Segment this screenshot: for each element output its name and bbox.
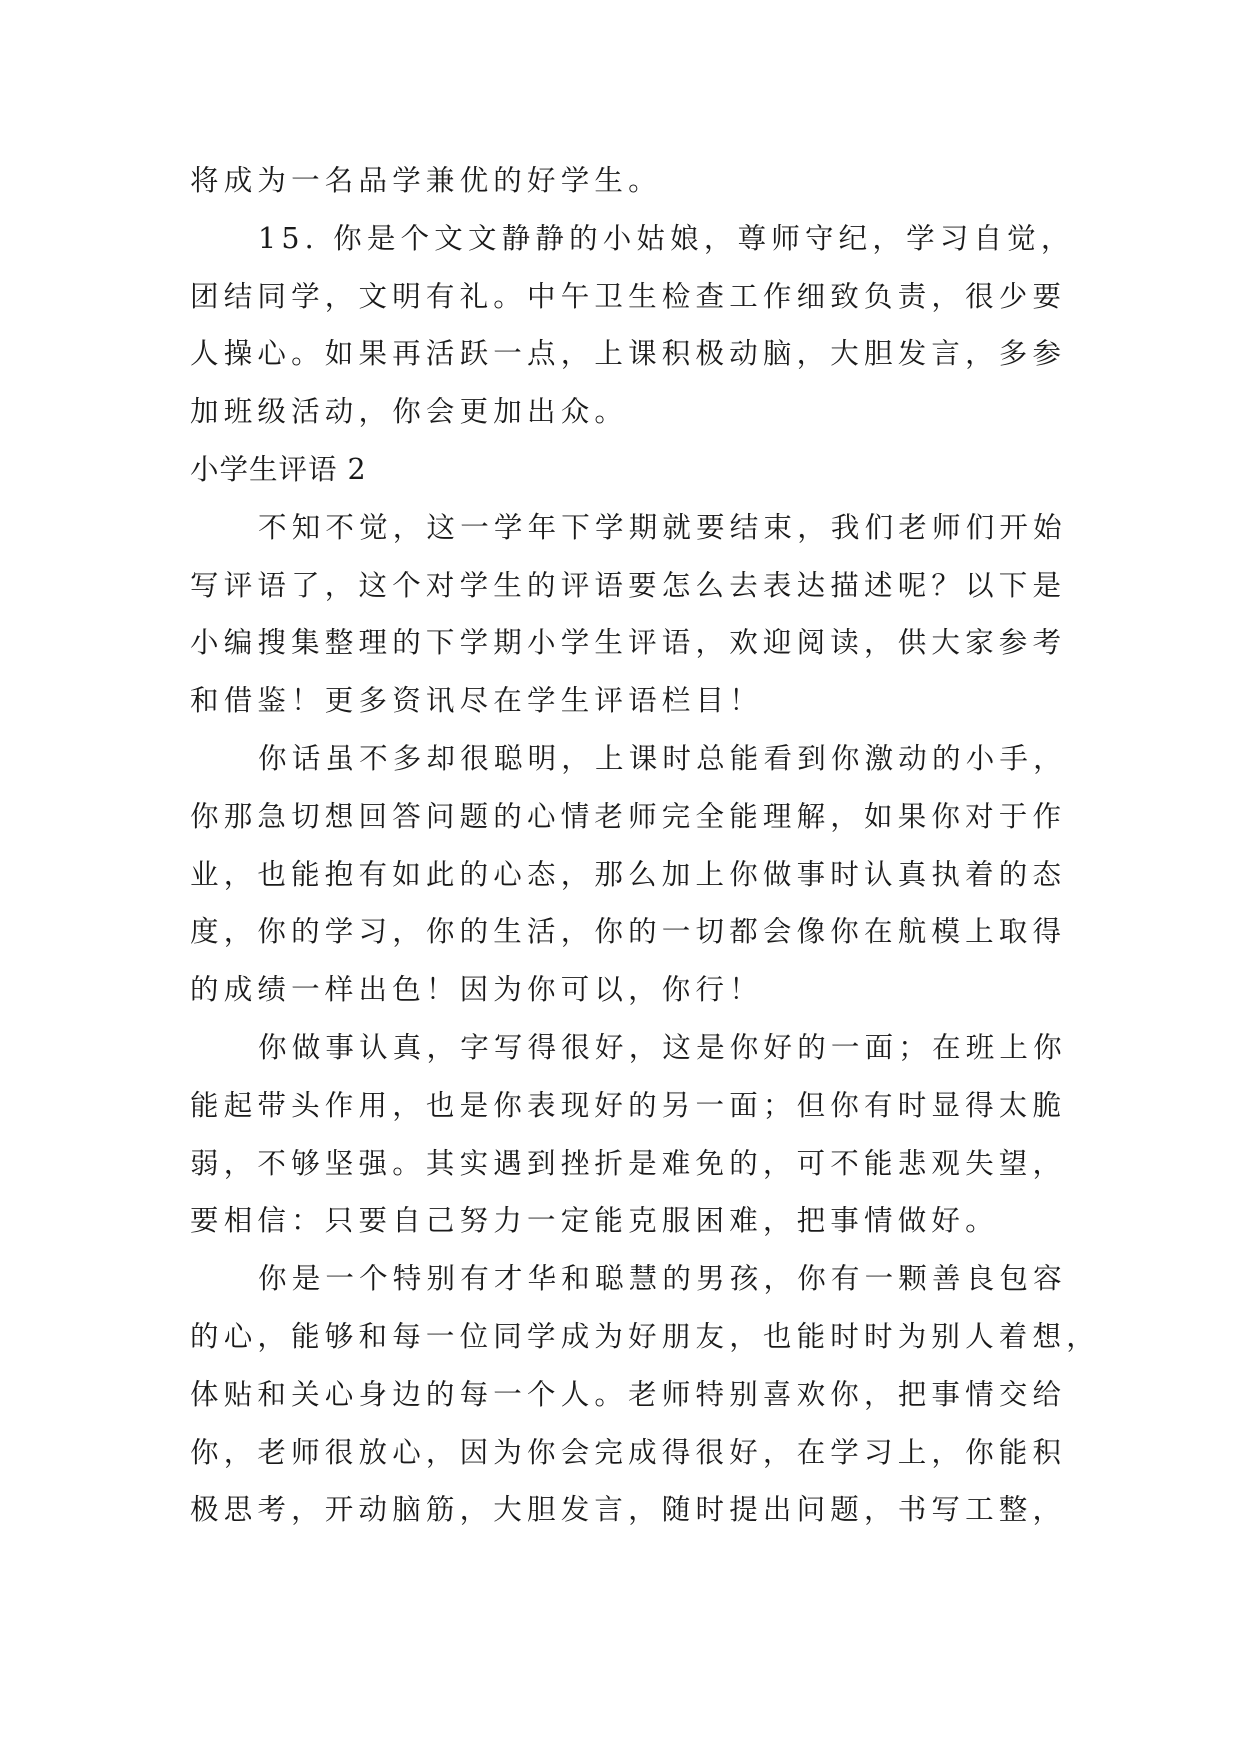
text-line: 将成为一名品学兼优的好学生。 [190, 164, 662, 197]
text-line: 能起带头作用，也是你表现好的另一面；但你有时显得太脆 [190, 1088, 1067, 1122]
text-line: 加班级活动，你会更加出众。 [190, 395, 629, 429]
text-line: 小编搜集整理的下学期小学生评语，欢迎阅读，供大家参考 [190, 626, 1067, 660]
text-line: 15. 你是个文文静静的小姑娘，尊师守纪，学习自觉， [258, 221, 1075, 255]
text-line: 你话虽不多却很聪明，上课时总能看到你激动的小手， [258, 741, 1067, 775]
text-line: 度，你的学习，你的生活，你的一切都会像你在航模上取得 [190, 915, 1067, 949]
text-line: 要相信：只要自己努力一定能克服困难，把事情做好。 [190, 1204, 999, 1238]
text-line: 你，老师很放心，因为你会完成得很好，在学习上，你能积 [190, 1435, 1067, 1469]
text-line: 的心，能够和每一位同学成为好朋友，也能时时为别人着想， [190, 1319, 1100, 1353]
text-line: 团结同学，文明有礼。中午卫生检查工作细致负责，很少要 [190, 279, 1067, 313]
text-line: 极思考，开动脑筋，大胆发言，随时提出问题，书写工整， [190, 1493, 1067, 1527]
text-line: 你是一个特别有才华和聪慧的男孩，你有一颗善良包容 [258, 1262, 1067, 1296]
document-body [190, 152, 1100, 1539]
text-line: 人操心。如果再活跃一点，上课积极动脑，大胆发言，多参 [190, 337, 1067, 371]
text-line: 你那急切想回答问题的心情老师完全能理解，如果你对于作 [190, 799, 1067, 833]
text-line: 体贴和关心身边的每一个人。老师特别喜欢你，把事情交给 [190, 1377, 1067, 1411]
text-line: 写评语了，这个对学生的评语要怎么去表达描述呢？以下是 [190, 568, 1067, 602]
text-line: 你做事认真，字写得很好，这是你好的一面；在班上你 [258, 1030, 1067, 1064]
text-line: 业，也能抱有如此的心态，那么加上你做事时认真执着的态 [190, 857, 1067, 891]
text-line: 弱，不够坚强。其实遇到挫折是难免的，可不能悲观失望， [190, 1146, 1067, 1180]
text-line: 不知不觉，这一学年下学期就要结束，我们老师们开始 [258, 510, 1067, 544]
section-heading: 小学生评语 2 [190, 452, 367, 486]
text-line: 的成绩一样出色！因为你可以，你行！ [190, 973, 763, 1007]
text-line: 和借鉴！更多资讯尽在学生评语栏目！ [190, 684, 763, 718]
